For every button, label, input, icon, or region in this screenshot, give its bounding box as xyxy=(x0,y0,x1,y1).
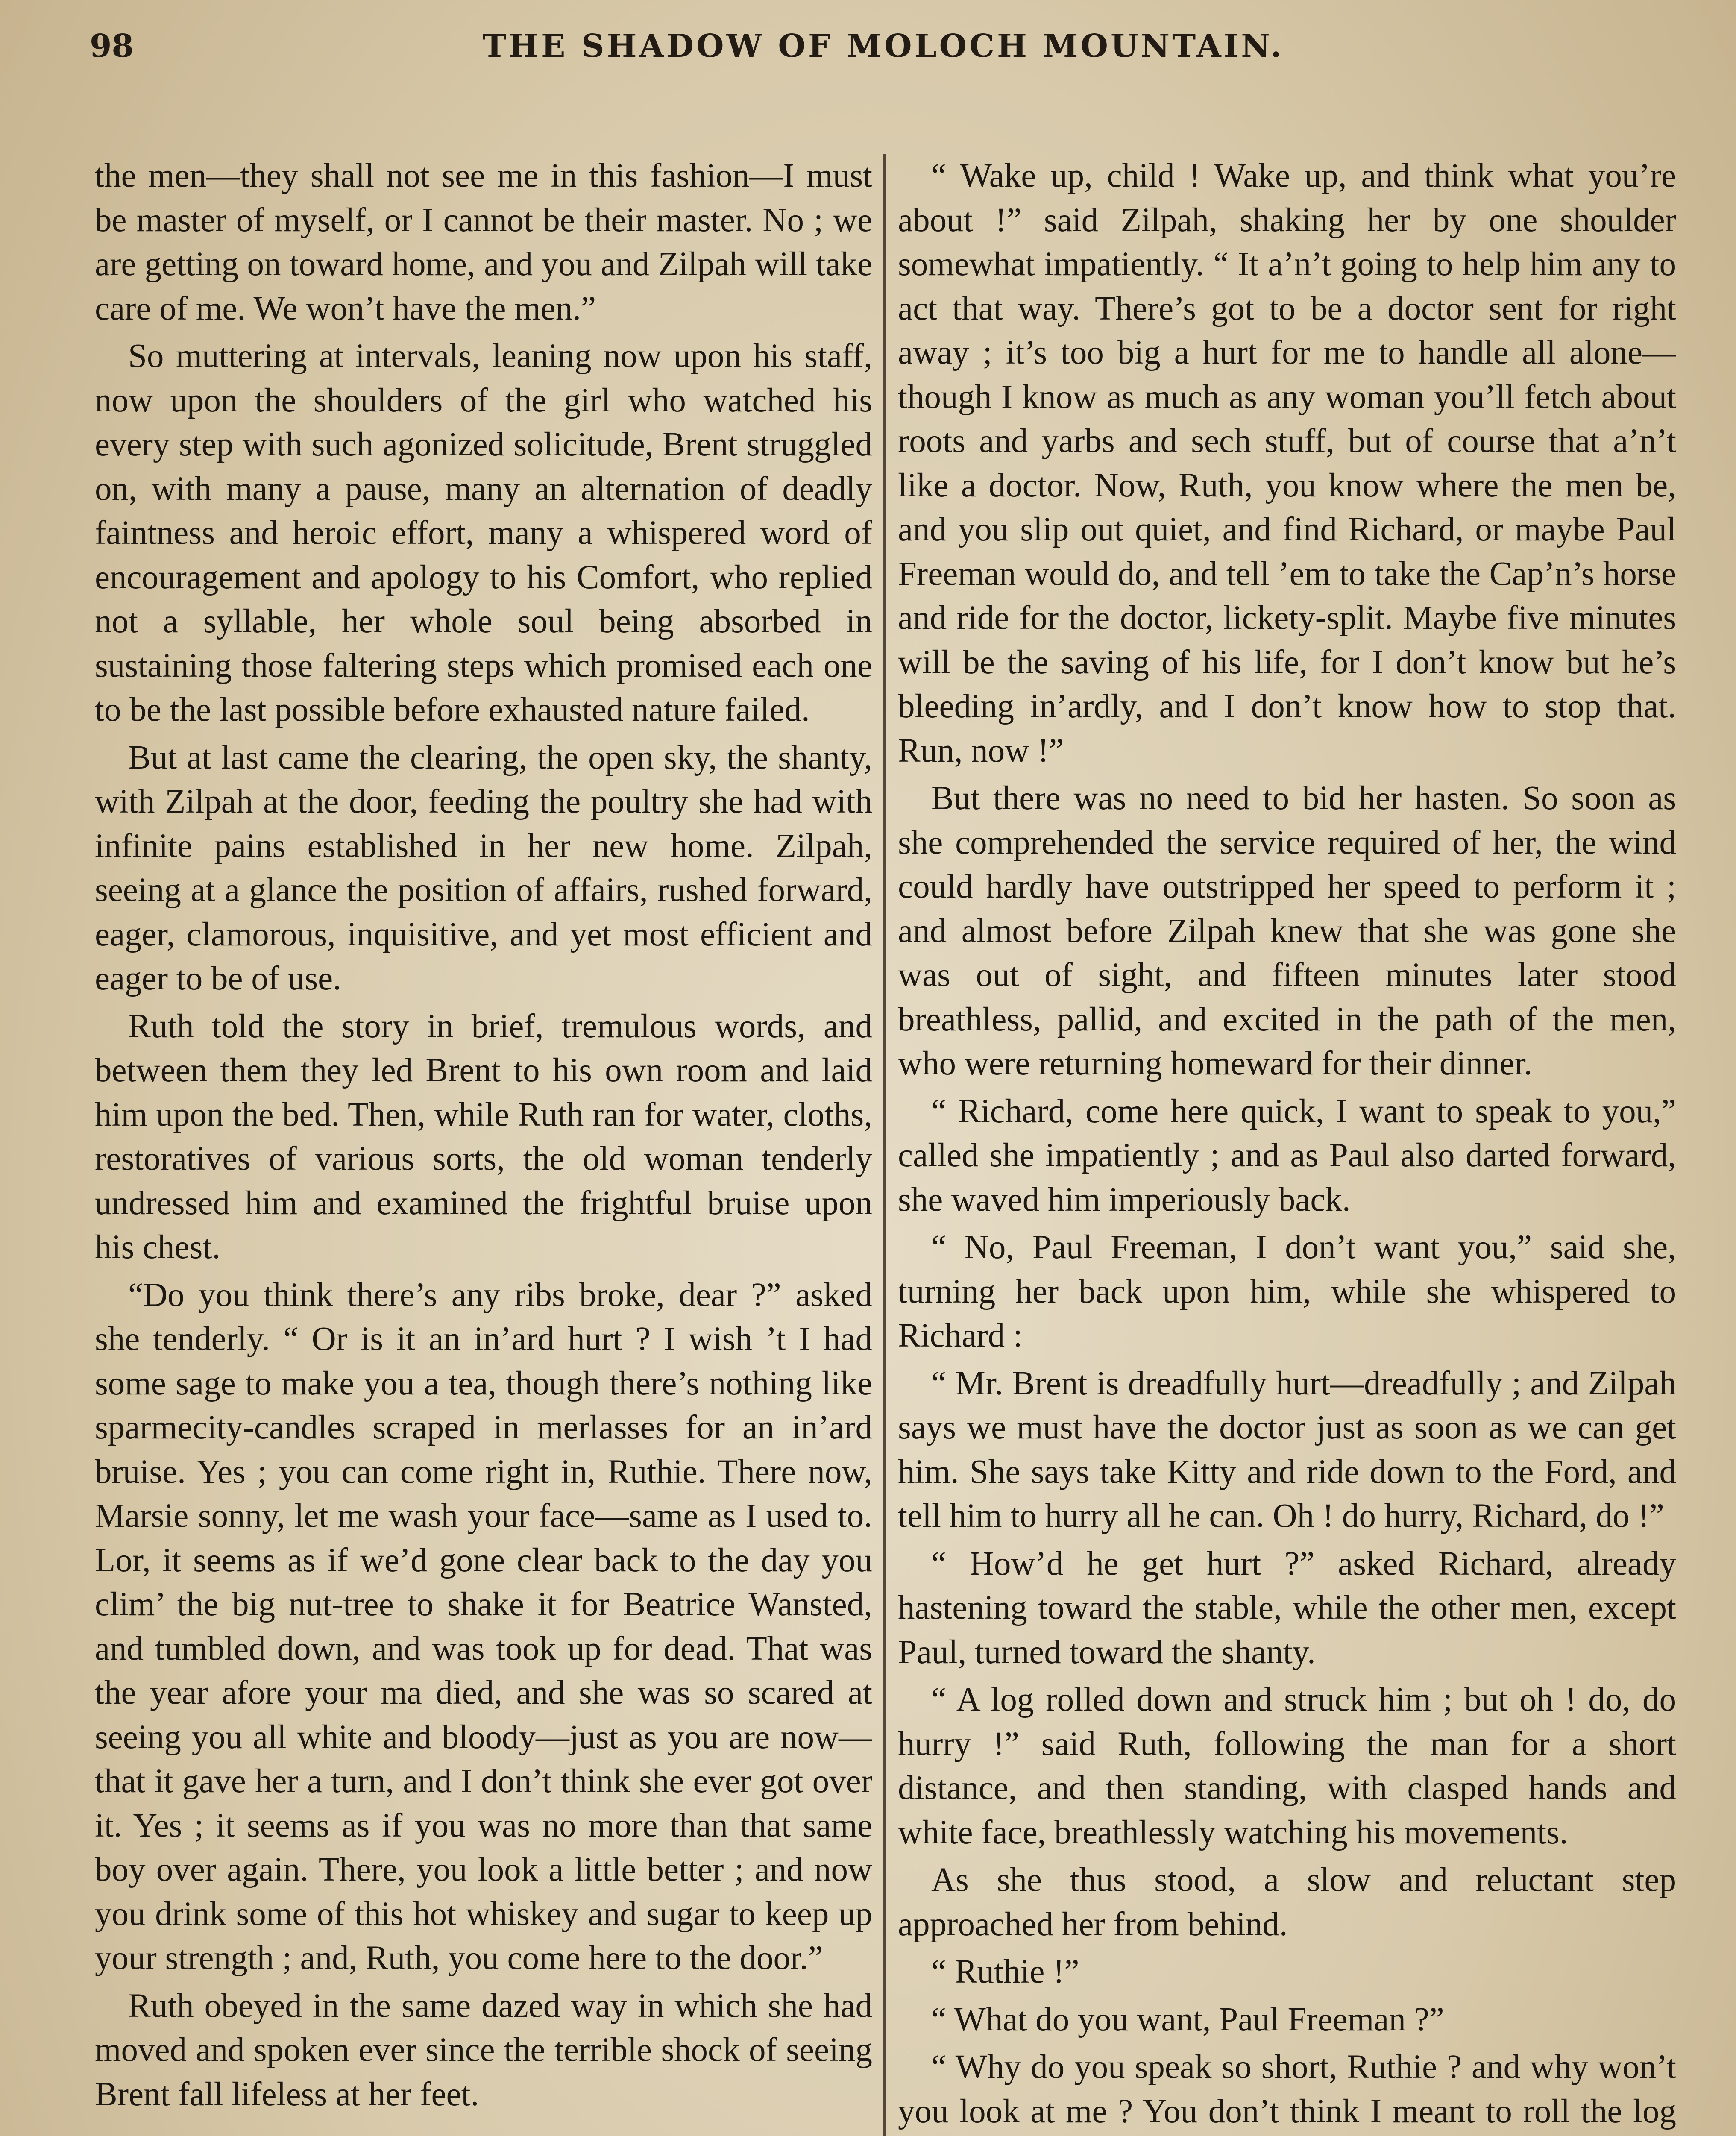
paragraph: “ Mr. Brent is dreadfully hurt—dreadfully ; and Zilpah says we must have the doctor just as soon as we can get him. She says take Kitty and ride down to the Ford, and tell him to hurry all he can. Oh ! do hurry, Richard, do !” xyxy=(898,1364,1676,1535)
paragraph: But at last came the clearing, the open sky, the shanty, with Zilpah at the door, feeding the poultry she had with infinite pains established in her new home. Zilpah, seeing at a glance the position of affairs, rushed forward, eager, clamorous, inquisitive, and yet most efficient and eager to be of use. xyxy=(95,739,872,997)
left-column xyxy=(95,154,872,2136)
page-header xyxy=(90,23,1680,75)
paragraph: “ How’d he get hurt ?” asked Richard, already hastening toward the stable, while the other men, except Paul, turned toward the shanty. xyxy=(898,1545,1676,1671)
paragraph: “ A log rolled down and struck him ; but oh ! do, do hurry !” said Ruth, following the man for a short distance, and then standing, with clasped hands and white face, breathlessly watching his movements. xyxy=(898,1681,1676,1851)
column-divider xyxy=(883,154,886,2136)
paragraph: Ruth told the story in brief, tremulous words, and between them they led Brent to his own room and laid him upon the bed. Then, while Ruth ran for water, cloths, restoratives of various sorts, the old woman tenderly undressed him and examined the frightful bruise upon his chest. xyxy=(95,1007,872,1266)
paragraph: But there was no need to bid her hasten. So soon as she comprehended the service required of her, the wind could hardly have outstripped her speed to perform it ; and almost before Zilpah knew that she was gone she was out of sight, and fifteen minutes later stood breathless, pallid, and excited in the path of the men, who were returning homeward for their dinner. xyxy=(898,780,1676,1082)
right-column xyxy=(898,154,1676,2136)
paragraph: “ No, Paul Freeman, I don’t want you,” said she, turning her back upon him, while she whispered to Richard : xyxy=(898,1229,1676,1354)
paragraph: “ What do you want, Paul Freeman ?” xyxy=(931,2001,1444,2038)
paragraph: Ruth obeyed in the same dazed way in which she had moved and spoken ever since the terrible shock of seeing Brent fall lifeless at her feet. xyxy=(95,1987,872,2113)
paragraph: “ Why do you speak so short, Ruthie ? and why won’t you look at me ? You don’t think I meant to roll the log xyxy=(898,2048,1676,2130)
paragraph: “Do you think there’s any ribs broke, dear ?” asked she tenderly. “ Or is it an in’ard hurt ? I wish ’t I had some sage to make you a tea, though there’s nothing like sparmecity-candles scraped in merlasses for an in’ard bruise. Yes ; you can come right in, Ruthie. There now, Marsie sonny, let me wash your face—same as I used to. Lor, it seems as if we’d gone clear back to the day you clim’ the big nut-tree to shake it for Beatrice Wansted, and tumbled down, and was took up for dead. That was the year afore your ma died, and she was so scared at seeing you all white and bloody—just as you are now—that it gave her a turn, and I don’t think she ever got over it. Yes ; it seems as if you was no more than that same boy over again. There, you look a little better ; and now you drink some of this hot whiskey and sugar to keep up your strength ; and, Ruth, you come here to the door.” xyxy=(95,1276,872,1977)
paragraph: “ Ruthie !” xyxy=(931,1953,1079,1990)
paragraph: “ Richard, come here quick, I want to speak to you,” called she impatiently ; and as Paul also darted forward, she waved him imperiously back. xyxy=(898,1092,1676,1218)
paragraph: As she thus stood, a slow and reluctant step approached her from behind. xyxy=(898,1861,1676,1943)
running-title: THE SHADOW OF MOLOCH MOUNTAIN. xyxy=(483,28,1284,65)
paragraph: So muttering at intervals, leaning now upon his staff, now upon the shoulders of the girl who watched his every step with such agonized solicitude, Brent struggled on, with many a pause, many an alternation of deadly faintness and heroic effort, many a whispered word of encouragement and apology to his Comfort, who replied not a syllable, her whole soul being absorbed in sustaining those faltering steps which promised each one to be the last possible before exhausted nature failed. xyxy=(95,337,872,728)
paragraph: “ Wake up, child ! Wake up, and think what you’re about !” said Zilpah, shaking her by one shoulder somewhat impatiently. “ It a’n’t going to help him any to act that way. There’s got to be a doctor sent for right away ; it’s too big a hurt for me to handle all alone—though I know as much as any woman you’ll fetch about roots and yarbs and sech stuff, but of course that a’n’t like a doctor. Now, Ruth, you know where the men be, and you slip out quiet, and find Richard, or maybe Paul Freeman would do, and tell ’em to take the Cap’n’s horse and ride for the doctor, lickety-split. Maybe five minutes will be the saving of his life, for I don’t know but he’s bleeding in’ardly, and I don’t know how to stop that. Run, now !” xyxy=(898,157,1676,769)
paragraph: the men—they shall not see me in this fashion—I must be master of myself, or I cannot be their master. No ; we are getting on toward home, and you and Zilpah will take care of me. We won’t have the men.” xyxy=(95,157,872,327)
page-number: 98 xyxy=(90,28,134,65)
